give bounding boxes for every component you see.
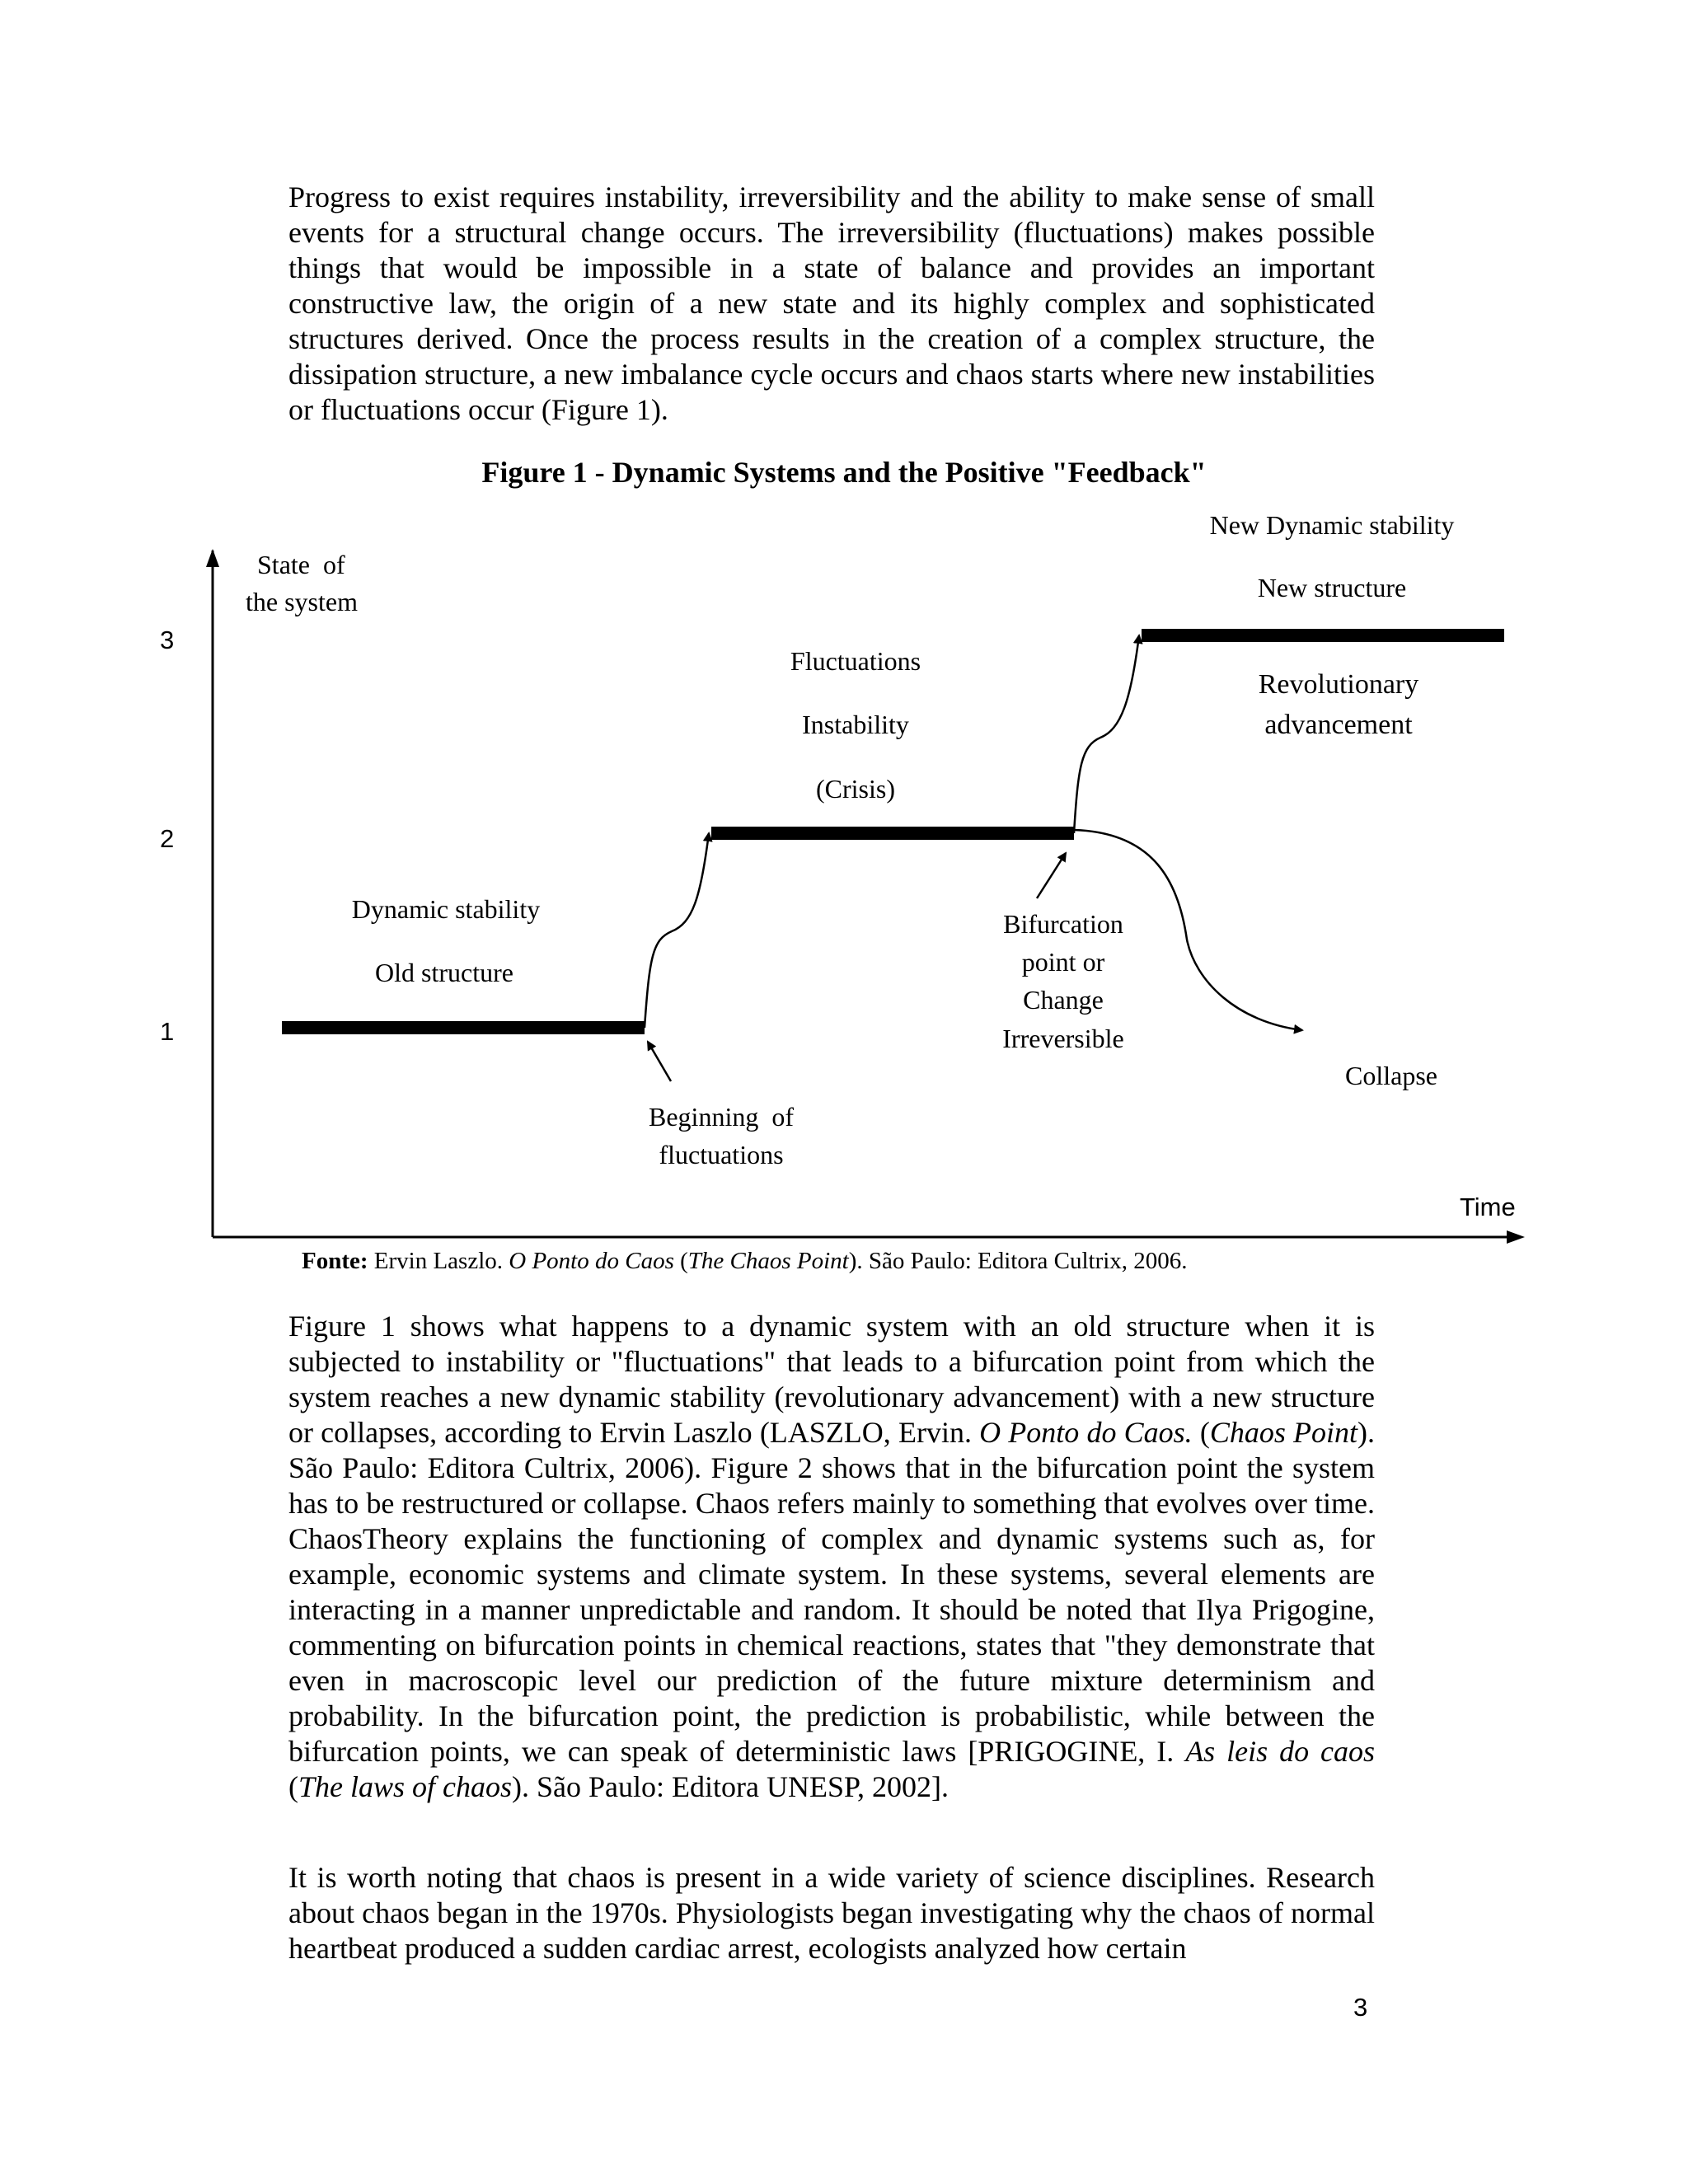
y-axis-label-line2: the system [246,587,358,616]
p2-text-5: ). São Paulo: Editora UNESP, 2002]. [512,1770,949,1803]
crisis-label: (Crisis) [816,774,895,804]
source-open: ( [673,1248,688,1274]
source-title-pt: O Ponto do Caos [509,1248,674,1274]
p2-italic-3: As leis do caos [1185,1735,1375,1768]
transition-curve-1-2 [645,833,709,1028]
second-paragraph [288,1309,1375,1805]
bifurcation-label-line3: Change [1023,985,1104,1015]
bifurcation-label-line1: Bifurcation [1003,909,1123,939]
level-1-bar [282,1021,645,1034]
dynamic-stability-label: Dynamic stability [351,894,541,924]
beginning-pointer-arrow [648,1042,671,1081]
collapse-label: Collapse [1345,1061,1437,1090]
beginning-label-line1: Beginning of [649,1102,794,1132]
y-axis-arrow-icon [206,549,219,567]
advancement-label: advancement [1264,710,1413,740]
source-label: Fonte: [302,1248,368,1274]
p2-text-1: Figure 1 shows what happens to a dynamic system with an old structure when it is subjected to instability or "fluctuations" that leads to a bifurcation point from which the system reaches a new dynamic stability (revolutionary advancement) with a new structure or collapses, according to Ervin Laszlo (LASZLO, Ervin. [288,1310,1375,1449]
new-dynamic-stability-label: New Dynamic stability [1209,510,1455,540]
fluctuations-label: Fluctuations [790,646,921,676]
revolutionary-label: Revolutionary [1258,669,1419,700]
p2-text-3: ). São Paulo: Editora Cultrix, 2006). Figure 2 shows that in the bifurcation point the system has to be restructured or collapse. Chaos refers mainly to something that evolves over time. ChaosTheory explains the functioning of complex and dynamic systems such as, for example, economic systems and climate system. In these systems, several elements are interacting in a manner unpredictable and random. It should be noted that Ilya Prigogine, commenting on bifurcation points in chemical reactions, states that "they demonstrate that even in macroscopic level our prediction of the future mixture determinism and probability. In the bifurcation point, the prediction is probabilistic, while between the bifurcation points, we can speak of deterministic laws [PRIGOGINE, I. [288,1416,1376,1768]
p2-italic-2: Chaos Point [1209,1416,1358,1449]
figure-source [302,1248,1188,1275]
instability-label: Instability [802,710,909,739]
new-structure-label: New structure [1257,573,1407,602]
source-rest: ). São Paulo: Editora Cultrix, 2006. [848,1248,1188,1274]
level-3-bar [1142,629,1504,642]
old-structure-label: Old structure [375,958,513,987]
y-axis-label-line1: State of [257,550,345,579]
level-2-bar [711,827,1074,840]
p2-italic-4: The laws of chaos [298,1770,513,1803]
figure-caption: Figure 1 - Dynamic Systems and the Positive "Feedback" [481,456,1207,489]
source-title-en: The Chaos Point [687,1248,849,1274]
y-tick-2: 2 [160,824,175,853]
p2-italic-1: O Ponto do Caos. [979,1416,1193,1449]
y-tick-1: 1 [160,1017,175,1046]
source-author: Ervin Laszlo. [368,1248,509,1274]
beginning-label-line2: fluctuations [659,1140,784,1169]
third-paragraph: It is worth noting that chaos is present in a wide variety of science disciplines. Research about chaos began in the 1970s. Physiologists began investigating why the chaos of normal heartbeat produced a sudden cardiac arrest, ecologists analyzed how certain [288,1861,1375,1965]
bifurcation-pointer-arrow [1037,853,1066,898]
bifurcation-label-line2: point or [1021,947,1105,977]
intro-paragraph: Progress to exist requires instability, irreversibility and the ability to make sense of small events for a structural change occurs. The irreversibility (fluctuations) makes possible things that would be impossible in a state of balance and provides an important constructive law, the origin of a new state and its highly complex and sophisticated structures derived. Once the process results in the creation of a complex structure, the dissipation structure, a new imbalance cycle occurs and chaos starts where new instabilities or fluctuations occur (Figure 1). [288,180,1375,426]
y-tick-3: 3 [160,626,175,654]
x-axis-arrow-icon [1507,1230,1525,1244]
page-number: 3 [1353,1993,1368,2022]
p2-text-4: ( [288,1770,298,1803]
transition-curve-2-3 [1074,635,1139,833]
x-axis-label: Time [1460,1193,1516,1221]
collapse-curve [1074,830,1302,1030]
p2-text-2: ( [1192,1416,1210,1449]
bifurcation-label-line4: Irreversible [1002,1024,1124,1053]
